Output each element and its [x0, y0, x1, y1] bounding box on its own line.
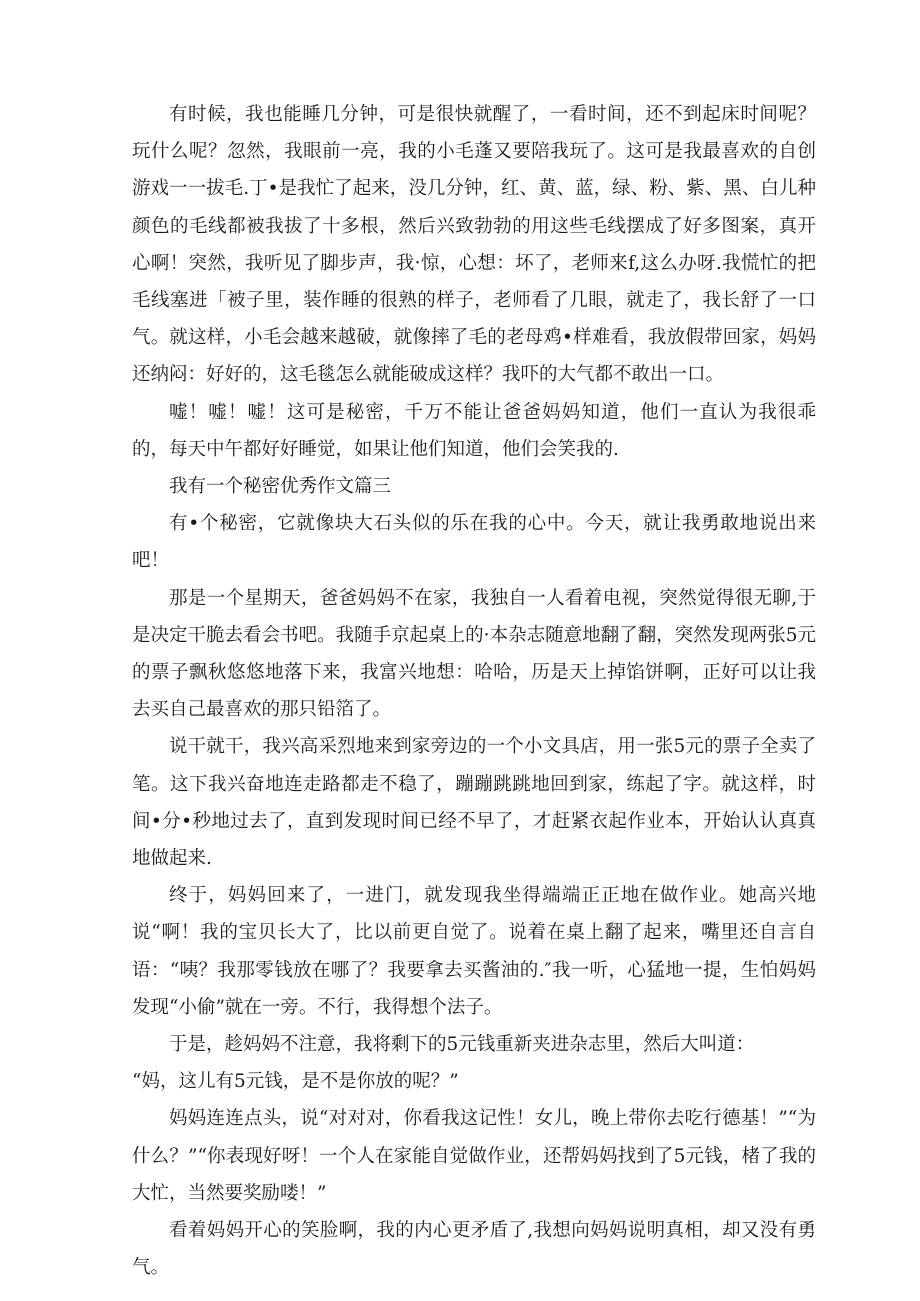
paragraph-8: 于是，趁妈妈不注意，我将剩下的5元钱重新夹进杂志里，然后大叫道： [169, 1034, 755, 1056]
paragraph-9-quote: “妈，这儿有5元钱，是不是你放的呢？” [132, 1071, 459, 1093]
paragraph-4: 有•个秘密，它就像块大石头似的乐在我的心中。今天，就让我勇敢地说出来吧！ [132, 513, 816, 572]
paragraph-7: 终于，妈妈回来了，一进门，就发现我坐得端端正正地在做作业。她高兴地说“啊！我的宝贝长大了，比以前更自觉了。说着在桌上翻了起来，嘴里还自言自语：“咦？我那零钱放在哪了？我要拿去买酱油的.″我一听，心猛地一提，生怕妈妈发现“小偷”就在一旁。不行，我得想个法子。 [132, 885, 816, 1018]
paragraph-6: 说干就干，我兴高采烈地来到家旁边的一个小文具店，用一张5元的票子全卖了笔。这下我兴奋地连走路都走不稳了，蹦蹦跳跳地回到家，练起了字。就这样，时间•分•秒地过去了，直到发现时间已经不早了，才赶紧衣起作业本，开始认认真真地做起来. [132, 736, 816, 870]
paragraph-2: 嘘！嘘！嘘！这可是秘密，千万不能让爸爸妈妈知道，他们一直认为我很乖的，每天中午都好好睡觉，如果让他们知道，他们会笑我的. [132, 401, 816, 460]
paragraph-11: 看着妈妈开心的笑脸啊，我的内心更矛盾了,我想向妈妈说明真相，却又没有勇气。 [132, 1220, 816, 1279]
paragraph-1: 有时候，我也能睡几分钟，可是很快就醒了，一看时间，还不到起床时间呢？玩什么呢？忽然，我眼前一亮，我的小毛蓬又要陪我玩了。这可是我最喜欢的自创游戏一一拔毛.丁•是我忙了起来，没几分钟，红、黄、蓝，绿、粉、紫、黑、白儿种颜色的毛线都被我拔了十多根，然后兴致勃勃的用这些毛线摆成了好多图案，真开心啊！突然，我听见了脚步声，我·惊，心想：坏了，老师来f,这么办呀.我慌忙的把毛线塞进「被子里，装作睡的很熟的样子，老师看了几眼，就走了，我长舒了一口气。就这样，小毛会越来越破，就像摔了毛的老母鸡•样难看，我放假带回家，妈妈还纳闷：好好的，这毛毯怎么就能破成这样？我吓的大气都不敢出一口。 [132, 104, 816, 386]
paragraph-10: 妈妈连连点头，说“对对对，你看我这记性！女儿，晚上带你去吃行德基！”“为什么？”“你表现好呀！一个人在家能自觉做作业，还帮妈妈找到了5元钱，楮了我的大忙，当然要奖励喽！” [132, 1108, 816, 1204]
essay-body [132, 96, 816, 1287]
paragraph-5: 那是一个星期天，爸爸妈妈不在家，我独自一人看着电视，突然觉得很无聊,于是决定干脆去看会书吧。我随手京起桌上的·本杂志随意地翻了翻，突然发现两张5元的票子飘秋悠悠地落下来，我富兴地想：哈哈，历是天上掉馅饼啊，正好可以让我去买自己最喜欢的那只铅箔了。 [132, 587, 816, 721]
section-heading: 我有一个秘密优秀作文篇三 [169, 476, 392, 498]
